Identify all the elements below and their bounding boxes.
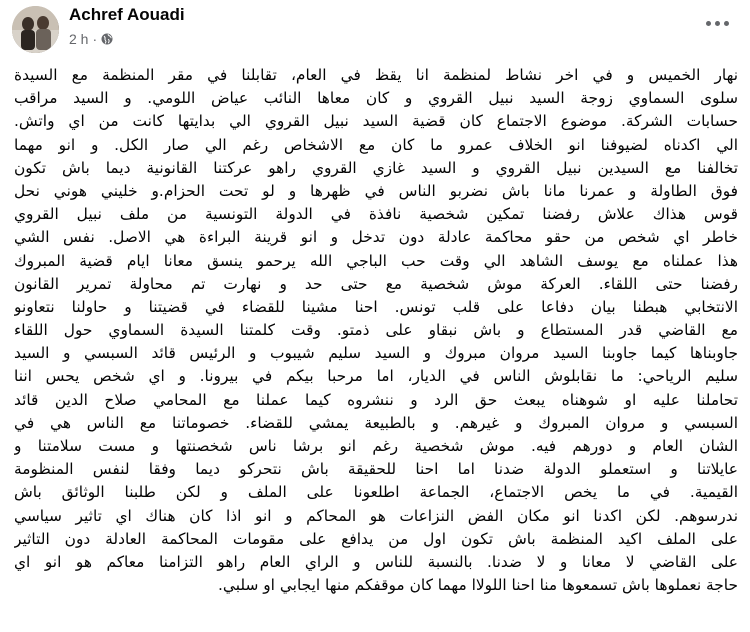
post-line: القيمية. في ما يخص الاجتماع، الجماعة اطلعونا على الملف و لكن طلبنا الوثائق باش: [14, 483, 738, 502]
post-line: مع القاضي قدر المستطاع و باش نبقاو على ذمتو. وقت كلمتنا السيدة السماوي حول اللقاء: [14, 321, 738, 340]
post-line: فوق الطاولة و عمرنا مانا باش نضربو الناس في ظهرها و لو تحت الحزام.و خليني هوني نحل: [14, 181, 738, 200]
more-dot: [706, 21, 711, 26]
author-name[interactable]: Achref Aouadi: [69, 5, 185, 24]
post-line: خاطر اي شخص من حقو محاكمة عادلة دون تدخل و انو قرينة البراءة هي الاصل. نفس الشي: [14, 228, 738, 247]
globe-icon[interactable]: [101, 33, 113, 45]
post-line: رفضنا حتى اللقاء. العركة موش شخصية مع حتى حد و نهارت تم محاولة تمرير القانون: [14, 274, 738, 293]
post-line: على الملف اكيد المنظمة باش تكون اول من يدافع على مقومات المحاكمة العادلة دون التاثير: [14, 529, 738, 548]
more-options-icon[interactable]: [702, 12, 732, 34]
post-line: تخالفنا مع السيدين نبيل القروي و السيد غازي القروي راهو عركتنا القانونية ديما باش تكون: [14, 158, 738, 177]
more-dot: [715, 21, 720, 26]
meta-separator: ·: [92, 31, 98, 47]
more-dot: [724, 21, 729, 26]
post-line: حسابات الشركة. موضوع الاجتماع كان قضية السيد نبيل القروي الي بدايتها كانت من اي واتش.: [14, 112, 738, 131]
post-line: حاجة نعملوها باش تسمعوها منا احنا اللولاا مهما كان موقفكم منها ايجابي او سلبي.: [218, 576, 738, 595]
post-line: نهار الخميس و في اخر نشاط لمنظمة انا يقظ في العام، تقابلنا في مقر المنظمة مع السيدة: [14, 66, 738, 84]
post-line: السبسي و مروان المبروك و غيرهم. و بالطبيعة يمشي للقضاء. خصوماتنا مع الناس هي في: [14, 413, 738, 432]
post-line: عايلاتنا و استعملو الدولة ضدنا اما احنا للحقيقة باش نتحركو ديما وفقا لنفس المنظومة: [14, 460, 738, 479]
post-line: ندرسوهم. لكن اكدنا انو مكان الفض النزاعات هو المحاكم و انو اذا كان هناك اي تاثير سياسي: [14, 506, 738, 525]
post-line: سلوى السماوي زوجة السيد نبيل القروي و كان معاها النائب عياض اللومي. و السيد مراقب: [14, 89, 738, 108]
post-body: [14, 64, 738, 597]
author-avatar[interactable]: [12, 6, 59, 53]
post-line: الانتخابي هبطنا بيان دفاعا على قلب تونس. احنا مشينا للقضاء في قضيتنا و حاولنا نتعاونو: [14, 297, 738, 316]
post-meta: [69, 31, 113, 47]
post-line: الشان العام و دورهم فيه. موش شخصية رغم انو برشا ناس شخصنتها و مست سلامتنا و: [14, 437, 738, 455]
post-line: جاوبناها كيما جاوبنا السيد مروان مبروك و السيد سليم شيبوب و الرئيس قائد السبسي و السيد: [14, 344, 738, 363]
post-line: قوس هذاك علاش رفضنا تمكين شخصية نافذة في الدولة التونسية من ملف نبيل القروي: [14, 205, 738, 224]
post-line: على القاضي لا معانا و لا ضدنا. بالنسبة للناس و الراي العام راهو التزامنا معاكم هو انو اي: [14, 552, 738, 571]
post-header: [0, 0, 750, 60]
post-timestamp[interactable]: 2 h: [69, 31, 89, 47]
post-line: سليم الرياحي: ما نقابلوش الناس في الديار، اما مرحبا بيكم في بيرونا. و اي شخص يحس اننا: [14, 367, 738, 386]
post-line: تحاملنا عليه او شوهناه يبعث حق الرد و ننشروه كيما عملنا مع المحامي صلاح الدين قائد: [14, 390, 738, 409]
post-line: الي اكدناه لضيوفنا انو الخلاف عمرو ما كان مع الاشخاص رغم الي صار الكل. و انو مهما: [14, 135, 738, 154]
post-line: هذا عملناه مع يوسف الشاهد الي وقت حب الباجي الله يرحمو ينسق معانا ايام قضية المبروك: [14, 251, 738, 270]
